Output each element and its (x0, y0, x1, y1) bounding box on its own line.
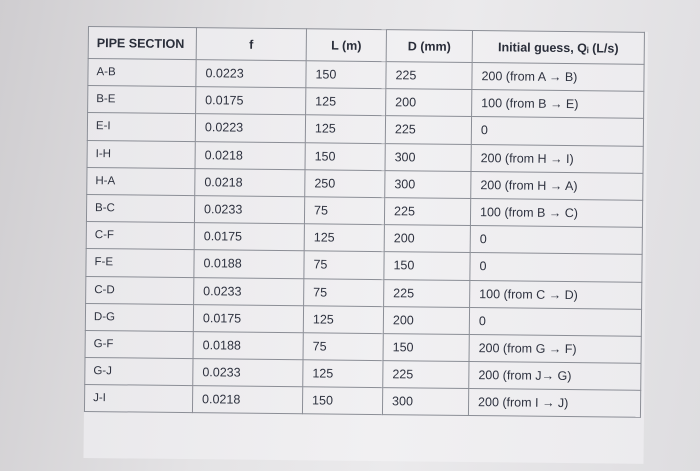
cell-initial-guess: 0 (471, 117, 643, 146)
cell-pipe-section: J-I (84, 385, 192, 413)
header-length: L (m) (306, 29, 386, 62)
cell-diameter: 300 (382, 388, 468, 416)
cell-length: 125 (306, 88, 386, 116)
paper-sheet (83, 26, 647, 464)
cell-initial-guess: 100 (from B → E) (472, 90, 644, 119)
cell-pipe-section: F-E (86, 249, 194, 277)
cell-diameter: 225 (384, 198, 470, 226)
cell-length: 75 (304, 278, 384, 306)
cell-diameter: 225 (383, 361, 469, 389)
cell-friction-factor: 0.0175 (193, 304, 303, 332)
cell-initial-guess: 200 (from H → A) (471, 171, 643, 200)
cell-diameter: 225 (384, 279, 470, 307)
cell-length: 75 (304, 197, 384, 225)
cell-friction-factor: 0.0223 (195, 114, 305, 142)
cell-friction-factor: 0.0233 (194, 277, 304, 305)
cell-friction-factor: 0.0188 (194, 250, 304, 278)
cell-length: 250 (305, 170, 385, 198)
cell-pipe-section: I-H (87, 140, 195, 168)
cell-initial-guess: 200 (from H → I) (471, 144, 643, 173)
cell-initial-guess: 0 (470, 226, 642, 255)
cell-friction-factor: 0.0223 (196, 60, 306, 88)
cell-initial-guess: 200 (from I → J) (468, 389, 640, 418)
cell-friction-factor: 0.0218 (192, 386, 302, 414)
cell-friction-factor: 0.0233 (193, 359, 303, 387)
cell-initial-guess: 200 (from J→ G) (469, 362, 641, 391)
header-friction-factor: f (196, 28, 306, 61)
cell-diameter: 225 (385, 116, 471, 144)
cell-length: 150 (302, 387, 382, 415)
cell-initial-guess: 0 (469, 307, 641, 336)
cell-diameter: 150 (383, 333, 469, 361)
cell-diameter: 225 (386, 62, 472, 90)
cell-length: 150 (306, 61, 386, 89)
cell-pipe-section: D-G (85, 303, 193, 331)
cell-diameter: 300 (385, 170, 471, 198)
cell-pipe-section: E-I (87, 113, 195, 141)
table-row (84, 385, 640, 418)
cell-length: 75 (303, 333, 383, 361)
cell-diameter: 200 (383, 306, 469, 334)
cell-initial-guess: 100 (from C → D) (470, 280, 642, 309)
cell-length: 125 (305, 115, 385, 143)
cell-length: 125 (303, 305, 383, 333)
cell-friction-factor: 0.0175 (196, 87, 306, 115)
cell-pipe-section: G-J (85, 358, 193, 386)
header-initial-guess: Initial guess, Qᵢ (L/s) (472, 31, 644, 65)
cell-pipe-section: C-F (86, 222, 194, 250)
cell-length: 75 (304, 251, 384, 279)
cell-initial-guess: 0 (470, 253, 642, 282)
header-pipe-section: PIPE SECTION (88, 27, 196, 60)
cell-length: 125 (303, 360, 383, 388)
cell-friction-factor: 0.0233 (194, 196, 304, 224)
header-diameter: D (mm) (386, 30, 472, 63)
cell-friction-factor: 0.0175 (194, 223, 304, 251)
cell-diameter: 150 (384, 252, 470, 280)
cell-pipe-section: C-D (86, 276, 194, 304)
cell-diameter: 200 (384, 225, 470, 253)
cell-friction-factor: 0.0188 (193, 331, 303, 359)
cell-initial-guess: 100 (from B → C) (470, 198, 642, 227)
cell-initial-guess: 200 (from A → B) (472, 63, 644, 92)
cell-length: 125 (304, 224, 384, 252)
cell-pipe-section: B-C (86, 194, 194, 222)
table-body (84, 59, 644, 418)
cell-diameter: 300 (385, 143, 471, 171)
cell-friction-factor: 0.0218 (195, 168, 305, 196)
cell-pipe-section: B-E (88, 86, 196, 114)
cell-pipe-section: G-F (85, 330, 193, 358)
cell-pipe-section: A-B (88, 59, 196, 87)
cell-diameter: 200 (386, 89, 472, 117)
pipe-data-table (84, 26, 645, 418)
cell-length: 150 (305, 142, 385, 170)
cell-friction-factor: 0.0218 (195, 141, 305, 169)
cell-initial-guess: 200 (from G → F) (469, 334, 641, 363)
cell-pipe-section: H-A (87, 167, 195, 195)
